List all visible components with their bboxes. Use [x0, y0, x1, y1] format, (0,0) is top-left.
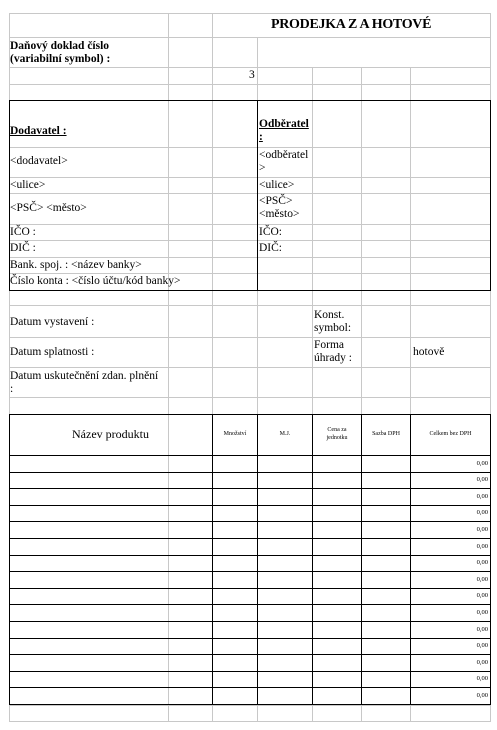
row-total-value: 0,00 — [476, 692, 488, 699]
row-total-value: 0,00 — [476, 493, 488, 500]
table-row-line — [9, 555, 491, 556]
customer-heading-line2: : — [259, 131, 263, 143]
supplier-name: <dodavatel> — [10, 155, 68, 167]
table-row-line — [9, 654, 491, 655]
row-total-value: 0,00 — [476, 592, 488, 599]
table-row-line — [9, 521, 491, 522]
const-symbol-label-line2: symbol: — [314, 322, 352, 334]
table-row-line — [9, 472, 491, 473]
col-header-quantity: Množství — [223, 431, 247, 437]
customer-name-line2: > — [259, 162, 266, 174]
payment-form-label-line1: Forma — [314, 339, 345, 351]
customer-heading-line1: Odběratel — [259, 118, 309, 130]
customer-street: <ulice> — [259, 179, 295, 191]
customer-city-line1: <PSČ> — [259, 195, 293, 207]
row-total-value: 0,00 — [476, 659, 488, 666]
table-row-line — [9, 621, 491, 622]
row-total-value: 0,00 — [476, 642, 488, 649]
supplier-account: Číslo konta : <číslo účtu/kód banky> — [10, 275, 181, 287]
row-total-value: 0,00 — [476, 675, 488, 682]
doc-number-label-line1: Daňový doklad číslo — [10, 40, 110, 52]
table-row-line — [9, 571, 491, 572]
table-row-line — [9, 604, 491, 605]
supplier-ico: IČO : — [10, 226, 36, 238]
row-total-value: 0,00 — [476, 476, 488, 483]
table-row-line — [9, 488, 491, 489]
document-title: PRODEJKA Z A HOTOVÉ — [271, 17, 432, 32]
table-row-line — [9, 538, 491, 539]
const-symbol-label-line1: Konst. — [314, 309, 345, 321]
table-row-line — [9, 687, 491, 688]
customer-city-line2: <město> — [259, 208, 300, 220]
row-total-value: 0,00 — [476, 460, 488, 467]
table-row-line — [9, 704, 491, 705]
supplier-city: <PSČ> <město> — [10, 202, 87, 214]
customer-name-line1: <odběratel — [259, 149, 309, 161]
row-total-value: 0,00 — [476, 526, 488, 533]
table-row-line — [9, 505, 491, 506]
table-row-line — [9, 671, 491, 672]
row-total-value: 0,00 — [476, 576, 488, 583]
doc-number-value: 3 — [249, 69, 255, 81]
row-total-value: 0,00 — [476, 559, 488, 566]
due-date-label: Datum splatnosti : — [10, 346, 95, 358]
payment-form-label-line2: úhrady : — [314, 352, 353, 364]
customer-dic: DIČ: — [259, 242, 282, 254]
col-header-product: Název produktu — [72, 427, 149, 441]
taxable-date-label-line2: : — [10, 383, 14, 395]
table-row-line — [9, 588, 491, 589]
supplier-bank: Bank. spoj. : <název banky> — [10, 259, 142, 271]
col-header-unit-price-line1: Cena za — [327, 427, 347, 433]
supplier-dic: DIČ : — [10, 242, 36, 254]
col-header-vat-rate: Sazba DPH — [372, 431, 400, 437]
row-total-value: 0,00 — [476, 609, 488, 616]
supplier-street: <ulice> — [10, 179, 46, 191]
supplier-heading: Dodavatel : — [10, 125, 67, 137]
col-header-total: Celkem bez DPH — [429, 431, 472, 437]
payment-form-value: hotově — [413, 346, 445, 358]
col-header-unit-price-line2: jednotku — [326, 435, 348, 441]
doc-number-label-line2: (variabilní symbol) : — [10, 53, 111, 65]
row-total-value: 0,00 — [476, 543, 488, 550]
row-total-value: 0,00 — [476, 626, 488, 633]
issue-date-label: Datum vystavení : — [10, 316, 95, 328]
taxable-date-label-line1: Datum uskutečnění zdan. plnění — [10, 370, 159, 382]
col-header-unit: M.J. — [279, 431, 291, 437]
row-total-value: 0,00 — [476, 509, 488, 516]
customer-ico: IČO: — [259, 226, 282, 238]
table-row-line — [9, 638, 491, 639]
